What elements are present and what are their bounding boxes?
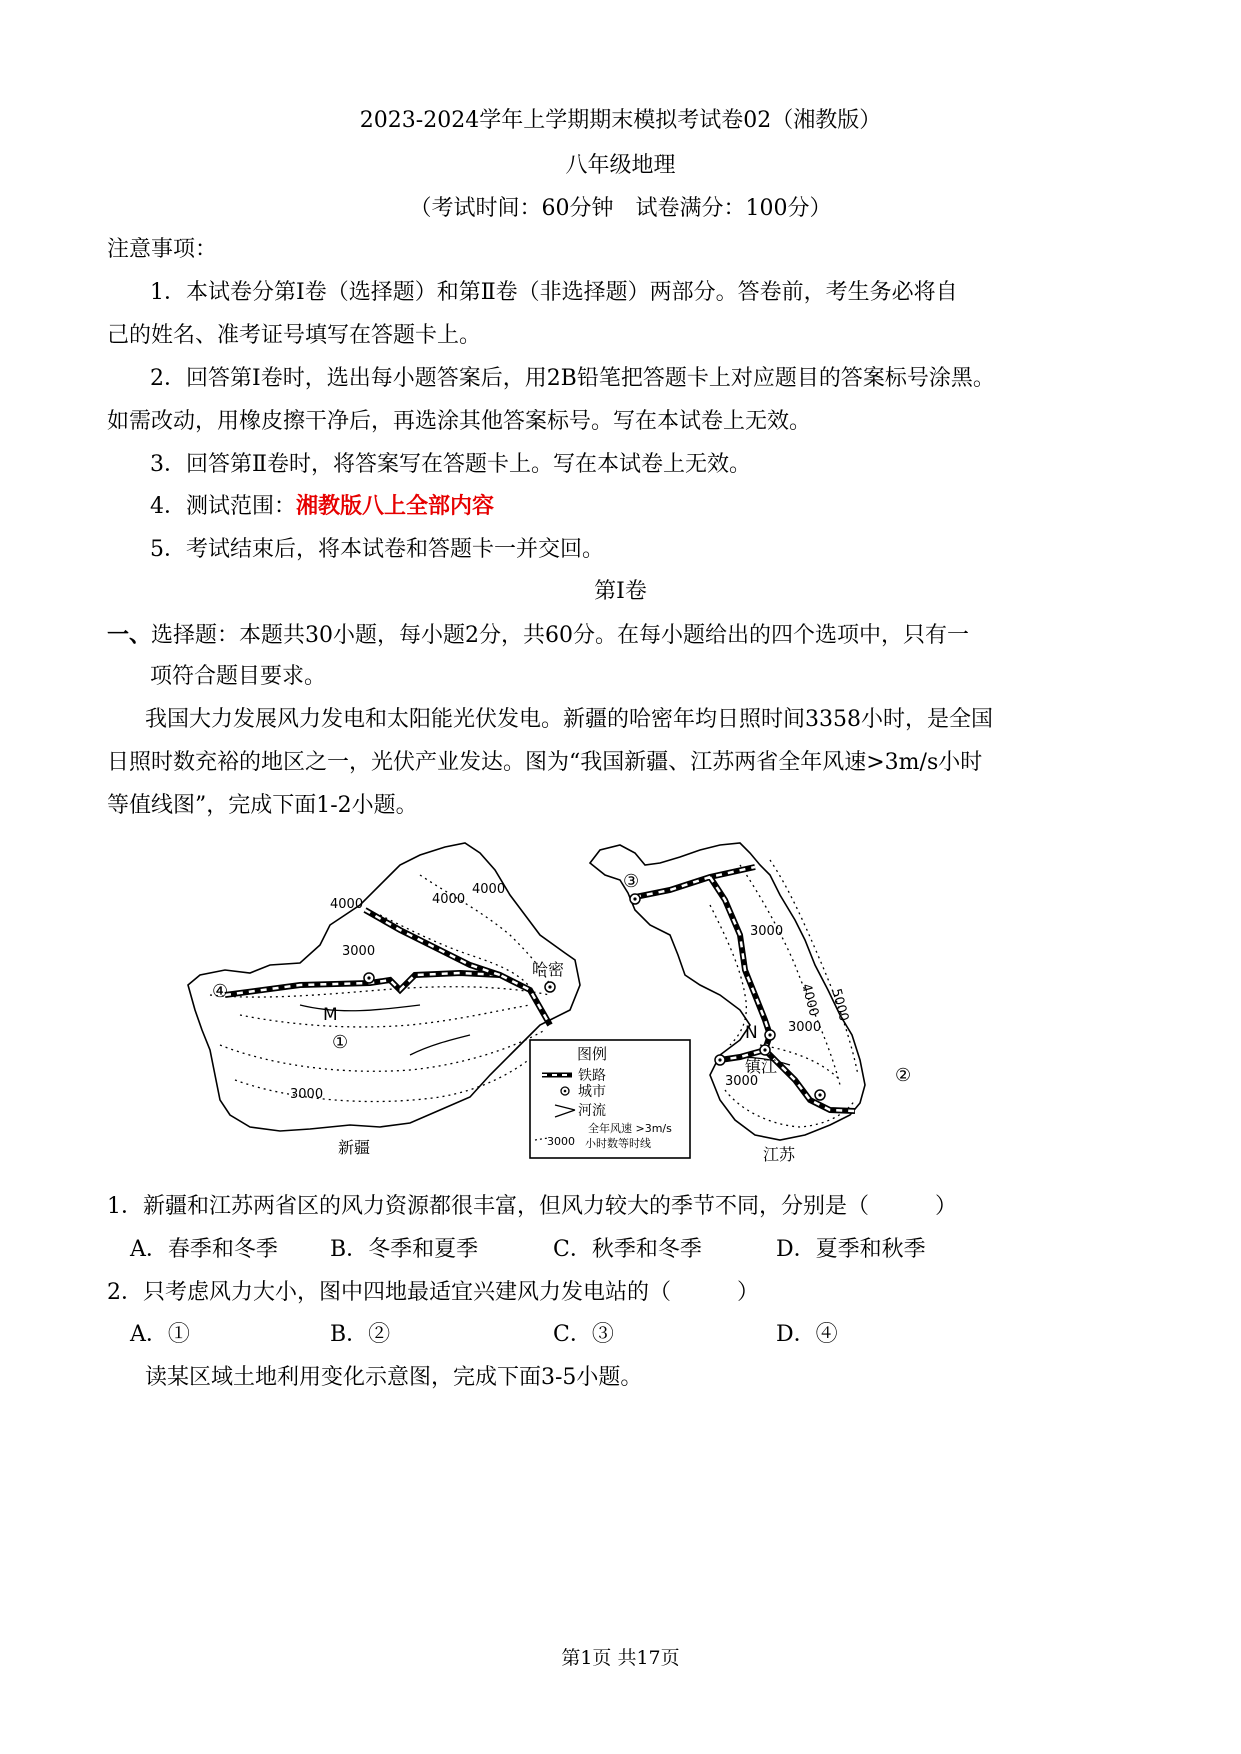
js-isoline-3000-b: 3000 (788, 1020, 822, 1035)
js-isoline-5000: 5000 (828, 987, 852, 1024)
legend-city: 城市 (578, 1084, 606, 1100)
part-heading-line-1 (107, 620, 969, 651)
question-2-stem: 2．只考虑风力大小，图中四地最适宜兴建风力发电站的（ ） (107, 1280, 759, 1305)
js-isoline-3000-c: 3000 (725, 1074, 759, 1089)
hami-label: 哈密 (532, 960, 565, 979)
map-legend (530, 1040, 690, 1158)
passage-line-2: 日照时数充裕的地区之一，光伏产业发达。图为“我国新疆、江苏两省全年风速>3m/s小时 (107, 750, 983, 775)
legend-title: 图例 (577, 1045, 608, 1063)
note-item-5: 5．考试结束后，将本试卷和答题卡一并交回。 (150, 537, 604, 562)
zhenjiang-label: 镇江 (745, 1057, 778, 1076)
site-4-label: ④ (212, 981, 229, 1002)
wind-isoline-map (180, 835, 1080, 1175)
js-isoline-4000: 4000 (798, 982, 822, 1019)
question-2-option-c[interactable]: C．③ (553, 1322, 614, 1347)
note-item-2-line-1: 2．回答第Ⅰ卷时，选出每小题答案后，用2B铅笔把答题卡上对应题目的答案标号涂黑。 (150, 366, 995, 391)
xinjiang-name: 新疆 (338, 1138, 371, 1157)
js-isoline-3000-a: 3000 (750, 924, 784, 939)
m-label: M (323, 1005, 338, 1025)
part-number: 一、 (107, 622, 152, 648)
question-1-option-d[interactable]: D．夏季和秋季 (776, 1237, 926, 1262)
legend-iso-value: 3000 (547, 1135, 575, 1148)
n-label: N (745, 1023, 758, 1043)
question-1-option-b[interactable]: B．冬季和夏季 (330, 1237, 479, 1262)
passage-line-3: 等值线图”，完成下面1-2小题。 (107, 793, 418, 818)
legend-iso-line-1: 全年风速 >3m/s (588, 1122, 672, 1135)
question-2-option-b[interactable]: B．② (330, 1322, 391, 1347)
part-heading-line-2: 项符合题目要求。 (150, 664, 327, 689)
note-item-2-line-2: 如需改动，用橡皮擦干净后，再选涂其他答案标号。写在本试卷上无效。 (107, 409, 812, 434)
note-item-4 (150, 492, 494, 522)
note-item-1-line-1: 1．本试卷分第Ⅰ卷（选择题）和第Ⅱ卷（非选择题）两部分。答卷前，考生务必将自 (150, 280, 958, 305)
exam-title: 2023-2024学年上学期期末模拟考试卷02（湘教版） (359, 108, 882, 133)
site-3-label: ③ (623, 871, 640, 892)
question-2-option-d[interactable]: D．④ (776, 1322, 838, 1347)
note-item-3: 3．回答第Ⅱ卷时，将答案写在答题卡上。写在本试卷上无效。 (150, 452, 751, 477)
isoline-label-3000-a: 3000 (342, 944, 376, 959)
volume-heading: 第Ⅰ卷 (594, 579, 647, 604)
question-2-option-a[interactable]: A．① (130, 1322, 190, 1347)
jiangsu-name: 江苏 (763, 1145, 796, 1164)
note-item-4-prefix: 4．测试范围： (150, 494, 296, 519)
question-1-option-c[interactable]: C．秋季和冬季 (553, 1237, 702, 1262)
passage-2: 读某区域土地利用变化示意图，完成下面3-5小题。 (145, 1365, 643, 1390)
legend-railway: 铁路 (578, 1068, 606, 1084)
site-2-label: ② (895, 1065, 912, 1086)
isoline-label-3000-b: 3000 (290, 1087, 324, 1102)
question-1-option-a[interactable]: A．春季和冬季 (130, 1237, 278, 1262)
legend-river: 河流 (578, 1103, 606, 1119)
test-scope-highlight: 湘教版八上全部内容 (296, 494, 495, 519)
exam-info: （考试时间：60分钟 试卷满分：100分） (409, 196, 832, 221)
part-heading-text: 选择题：本题共30小题，每小题2分，共60分。在每小题给出的四个选项中，只有一 (151, 623, 970, 648)
note-item-1-line-2: 己的姓名、准考证号填写在答题卡上。 (107, 323, 482, 348)
exam-subject: 八年级地理 (565, 153, 676, 178)
page-footer: 第1页 共17页 (561, 1647, 680, 1669)
question-1-stem: 1．新疆和江苏两省区的风力资源都很丰富，但风力较大的季节不同，分别是（ ） (107, 1194, 957, 1219)
isoline-label-4000-b: 4000 (432, 892, 466, 907)
isoline-label-4000-a: 4000 (330, 897, 364, 912)
legend-iso-line-2: 小时数等时线 (585, 1137, 651, 1150)
passage-line-1: 我国大力发展风力发电和太阳能光伏发电。新疆的哈密年均日照时间3358小时，是全国 (145, 707, 993, 732)
notes-heading: 注意事项： (107, 237, 218, 262)
site-1-label: ① (332, 1032, 349, 1053)
isoline-label-4000-c: 4000 (472, 882, 506, 897)
